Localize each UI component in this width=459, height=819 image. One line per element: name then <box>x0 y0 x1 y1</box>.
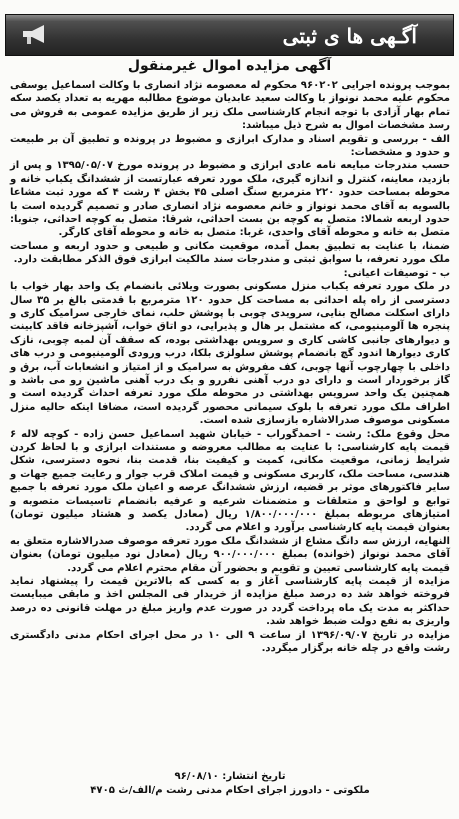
paragraph: ضمنا، با عنایت به تطبیق بعمل آمده، موقعیت مکانی و طبیعی و حدود اربعه و مساحت ملک مورد تعرفه، با سوابق ثبتی و مندرجات سند مالکیت ابرازی فوق الذکر مطابقت دارد. <box>10 240 450 266</box>
header-banner <box>5 14 454 56</box>
paragraph: مزایده از قیمت پایه کارشناسی آغاز و به کسی که بالاترین قیمت را پیشنهاد نماید فروخته خواهد شد ده درصد مبلغ مزایده از خریدار فی المجلس اخذ و مابقی میبایست حداکثر به مدت یک ماه پرداخت گردد در صورت عدم واریز مبلغ در مهلت قانونی ده درصد واریزی به نفع دولت ضبط خواهد شد. <box>10 576 450 628</box>
paragraph: ب - توصیفات اعیانی: <box>343 267 450 279</box>
paragraph: الف - بررسی و تقویم اسناد و مدارک ابرازی و مضبوط در پرونده و تطبیق آن بر طبیعت و حدود و مشخصات: <box>10 133 450 159</box>
publish-date: تاریخ انتشار: ۹۶/۰۸/۱۰ <box>174 771 286 782</box>
notice-title: آگهی مزایده اموال غیرمنقول <box>127 58 332 74</box>
paragraph: محل وقوع ملک: رشت - احمدگوراب - خیابان شهید اسماعیل حسن زاده - کوچه لاله ۶ قیمت پایه کارشناسی: با عنایت به مطالب معروضه و مستندات ابرازی و با لحاظ کردن شرایط زمانی، موقعیت مکانی، کمیت و کیفیت بنا، قدمت بنا، نحوه دسترسی، شکل هندسی، مساحت ملک، کاربری مسکونی و قیمت املاک قرب جوار و رعایت جمیع جهات و سایر فاکتورهای موثر بر قضیه، ارزش ششدانگ عرصه و اعیان ملک مورد تعرفه با جمیع توابع و لواحق و متعلقات و متضمنات شرعیه و عرفیه بانضمام تاسیسات متصوبه و امتیازهای مربوطه بمبلغ ۱/۸۰۰/۰۰۰/۰۰۰ ریال (معادل یکصد و هشتاد میلیون تومان) بعنوان قیمت پایه کارشناسی برآورد و اعلام می گردد. <box>10 428 450 534</box>
header-top-strip <box>6 15 453 21</box>
header-title: آگـهی ها ی ثبتی <box>282 24 417 48</box>
paragraph: حسب مندرجات مبایعه نامه عادی ابرازی و مضبوط در پرونده مورخ ۱۳۹۵/۰۵/۰۷ و پس از بازدید، معاینه، کنترل و اندازه گیری، ملک مورد تعرفه عبارتست از ششدانگ یکباب خانه و محوطه بمساحت حدود ۲۲۰ مترمربع سنگ اصلی ۴۵ بخش ۴ رشت ۴ که مورد ثبت مشاعا بالسویه به آقای محمد نونواز و خانم معصومه نژاد انصاری صادر و تصمیم گردیده است با حدود اربعه شمالا: متصل به کوچه بن بست احداثی، شرقا: متصل به کوچه احداثی، جنوبا: متصل به خانه و محوطه آقای واحدی، غربا: متصل به خانه و محوطه آقای کارگر. <box>10 160 451 239</box>
paragraph: بموجب پرونده اجرایی ۹۶۰۲۰۲ محکوم له معصومه نژاد انصاری با وکالت اسماعیل یوسفی محکوم علیه محمد نونواز با وکالت سعید عابدیان موضوع مطالبه مهریه به تعداد یکصد سکه تمام بهار آزادی با توجه انجام کارشناسی ملک زیر از طریق مزایده عمومی به فروش می رسد مشخصات اموال به شرح ذیل میباشد: <box>10 80 450 132</box>
megaphone-icon <box>20 22 50 46</box>
notice-body <box>10 79 450 655</box>
paragraph: النهایه، ارزش سه دانگ مشاع از ششدانگ ملک مورد تعرفه موصوف صدرالاشاره متعلق به آقای محمد نونواز (خوانده) بمبلغ ۹۰۰/۰۰۰/۰۰۰ ریال (معادل نود میلیون تومان) بعنوان قیمت پایه کارشناسی تعیین و تقویم و بحضور آن مقام محترم اعلام می گردد. <box>10 535 450 574</box>
paragraph: مزایده در تاریخ ۱۳۹۶/۰۹/۰۷ از ساعت ۹ الی ۱۰ در محل اجرای احکام مدنی دادگستری رشت واقع در چله خانه برگزار میگردد. <box>10 629 450 655</box>
paragraph: در ملک مورد تعرفه یکباب منزل مسکونی بصورت ویلائی بانضمام یک واحد بهار خواب با دسترسی از راه پله احداثی به مساحت کل حدود ۱۲۰ مترمربع با قدمتی بالغ بر ۳۵ سال دارای اسکلت مصالح بنایی، سرویدی چوبی با پوشش حلب، نمای خارجی سرامیک کاری و پنجره ها آلومینیومی، که مشتمل بر هال و پذیرایی، دو اتاق خواب، آشپزخانه فاقد کابینت و دیوارهای جانبی کاشی کاری و سرویس بهداشتی بوده، که سقف آن لمبه چوبی، نازک کاری دیوارها اندود گچ بانضمام پوشش سلولزی بلکا، درب ورودی آلومینیومی و درب های داخلی با چهارچوب آنها چوبی، کف مفروش به سرامیک و از امتیاز و انشعابات آب، برق و گاز برخوردار است و دارای دو درب آهنی نفررو و یک درب آهنی ماشین رو می باشد و همچنین یک واحد سرویس بهداشتی در محوطه ملک مورد تعرفه احداث گردیده است و اطراف ملک مورد تعرفه با بلوک سیمانی محصور گردیده است، مضافا اینکه حالیه منزل مسکونی موصوف صدرالاشاره بازسازی شده است. <box>10 281 450 427</box>
signature-line: ملکوتی - دادورز اجرای احکام مدنی رشت م/الف/ث ۴۷۰۵ <box>90 785 370 796</box>
notice-footer <box>10 770 450 798</box>
